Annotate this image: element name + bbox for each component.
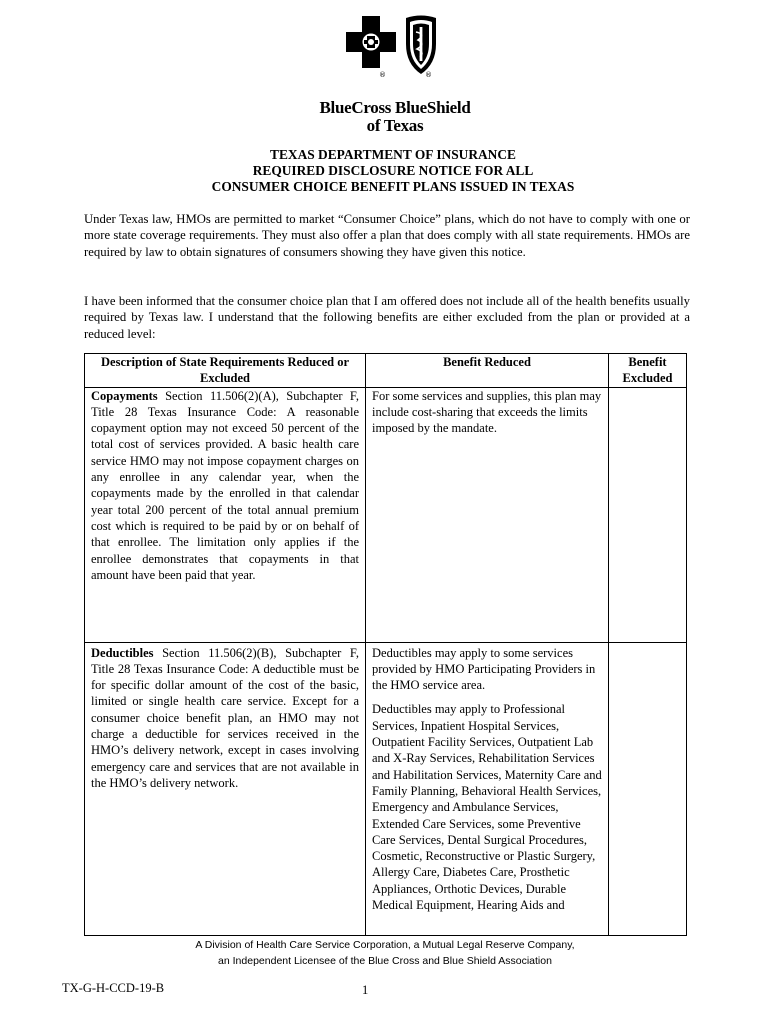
row-name: Copayments [91,388,158,403]
page-number: 1 [362,983,369,997]
deductibles-description-cell [85,642,366,935]
row-description: A deductible must be for specific dollar amount of the cost of the basic, limited or single health care service. Except for a consumer choice benefit plan, an HMO may not charge a deductible for services received in the HMO’s delivery network, except in cases involving emergency care and services that are not available in the HMO’s delivery network. [91,661,360,790]
blue-shield-logo-icon [406,16,436,75]
copayments-description-cell [85,387,366,642]
title-line-2: REQUIRED DISCLOSURE NOTICE FOR ALL [252,163,534,178]
title-line-1: TEXAS DEPARTMENT OF INSURANCE [270,147,516,162]
brand-name [300,99,490,135]
row-citation: Section 11.506(2)(B), Subchapter F, Title 28 Texas Insurance Code: [91,645,360,676]
header-benefit-excluded: Benefit Excluded [609,354,687,388]
table-row [85,387,687,642]
brand-line-2: of Texas [366,116,424,135]
footer-line-1: A Division of Health Care Service Corporation, a Mutual Legal Reserve Company, [195,939,575,951]
header-benefit-reduced: Benefit Reduced [366,354,609,388]
requirements-table [84,353,687,936]
registered-mark: ® [379,71,386,79]
table-row [85,642,687,935]
bcbs-logo-mark [346,14,446,80]
brand-line-1: BlueCross BlueShield [319,98,471,117]
bcbstx-logo [300,14,490,135]
reduced-text: For some services and supplies, this plan may include cost-sharing that exceeds the limits imposed by the mandate. [372,388,602,436]
footer-disclaimer [0,938,770,969]
header-description: Description of State Requirements Reduced or Excluded [85,354,366,388]
reduced-text: Deductibles may apply to some services provided by HMO Participating Providers in the HMO service area. [372,645,596,693]
intro-paragraph: Under Texas law, HMOs are permitted to market “Consumer Choice” plans, which do not have to comply with one or more state coverage requirements. They must also offer a plan that does comply with all state requirements. HMOs are required by law to obtain signatures of consumers showing they have given this notice. [84,212,690,259]
blue-cross-logo-icon [346,16,396,68]
copayments-reduced-cell [366,387,609,642]
deductibles-excluded-cell [609,642,687,935]
deductibles-reduced-cell [366,642,609,935]
informed-paragraph: I have been informed that the consumer choice plan that I am offered does not include all of the health benefits usually required by Texas law. I understand that the following benefits are either excluded from the plan or provided at a reduced level: [84,294,690,341]
footer-line-2: an Independent Licensee of the Blue Cross and Blue Shield Association [218,954,552,967]
row-name: Deductibles [91,645,154,660]
title-line-3: CONSUMER CHOICE BENEFIT PLANS ISSUED IN TEXAS [211,179,575,194]
form-id: TX-G-H-CCD-19-B [62,981,165,995]
table-header-row [85,354,687,388]
notice-title [60,147,726,195]
reduced-text: Deductibles may apply to Professional Services, Inpatient Hospital Services, Outpatient Facility Services, Outpatient Lab and X-Ray Services, Rehabilitation Services and Habilitation Services, Maternity Care and Family Planning, Behavioral Health Services, Emergency and Ambulance Services, Extended Care Services, some Preventive Care Services, Dental Surgical Procedures, Cosmetic, Reconstructive or Plastic Surgery, Allergy Care, Diabetes Care, Prosthetic Appliances, Orthotic Devices, Durable Medical Equipment, Hearing Aids and [372,702,602,913]
row-description: A reasonable copayment option may not exceed 50 percent of the total cost of services provided. A basic health care service HMO may not impose copayment charges on any enrollee in any calendar year, when the copayments made by the enrolled in that calendar year total 200 percent of the total annual premium cost which is required to be paid by or on behalf of that enrollee. The limitation only applies if the enrollee demonstrates that copayments in that amount have been paid that year. [91,404,360,582]
copayments-excluded-cell [609,387,687,642]
row-citation: Section 11.506(2)(A), Subchapter F, Title 28 Texas Insurance Code: [91,388,359,419]
registered-mark: ® [425,71,432,79]
